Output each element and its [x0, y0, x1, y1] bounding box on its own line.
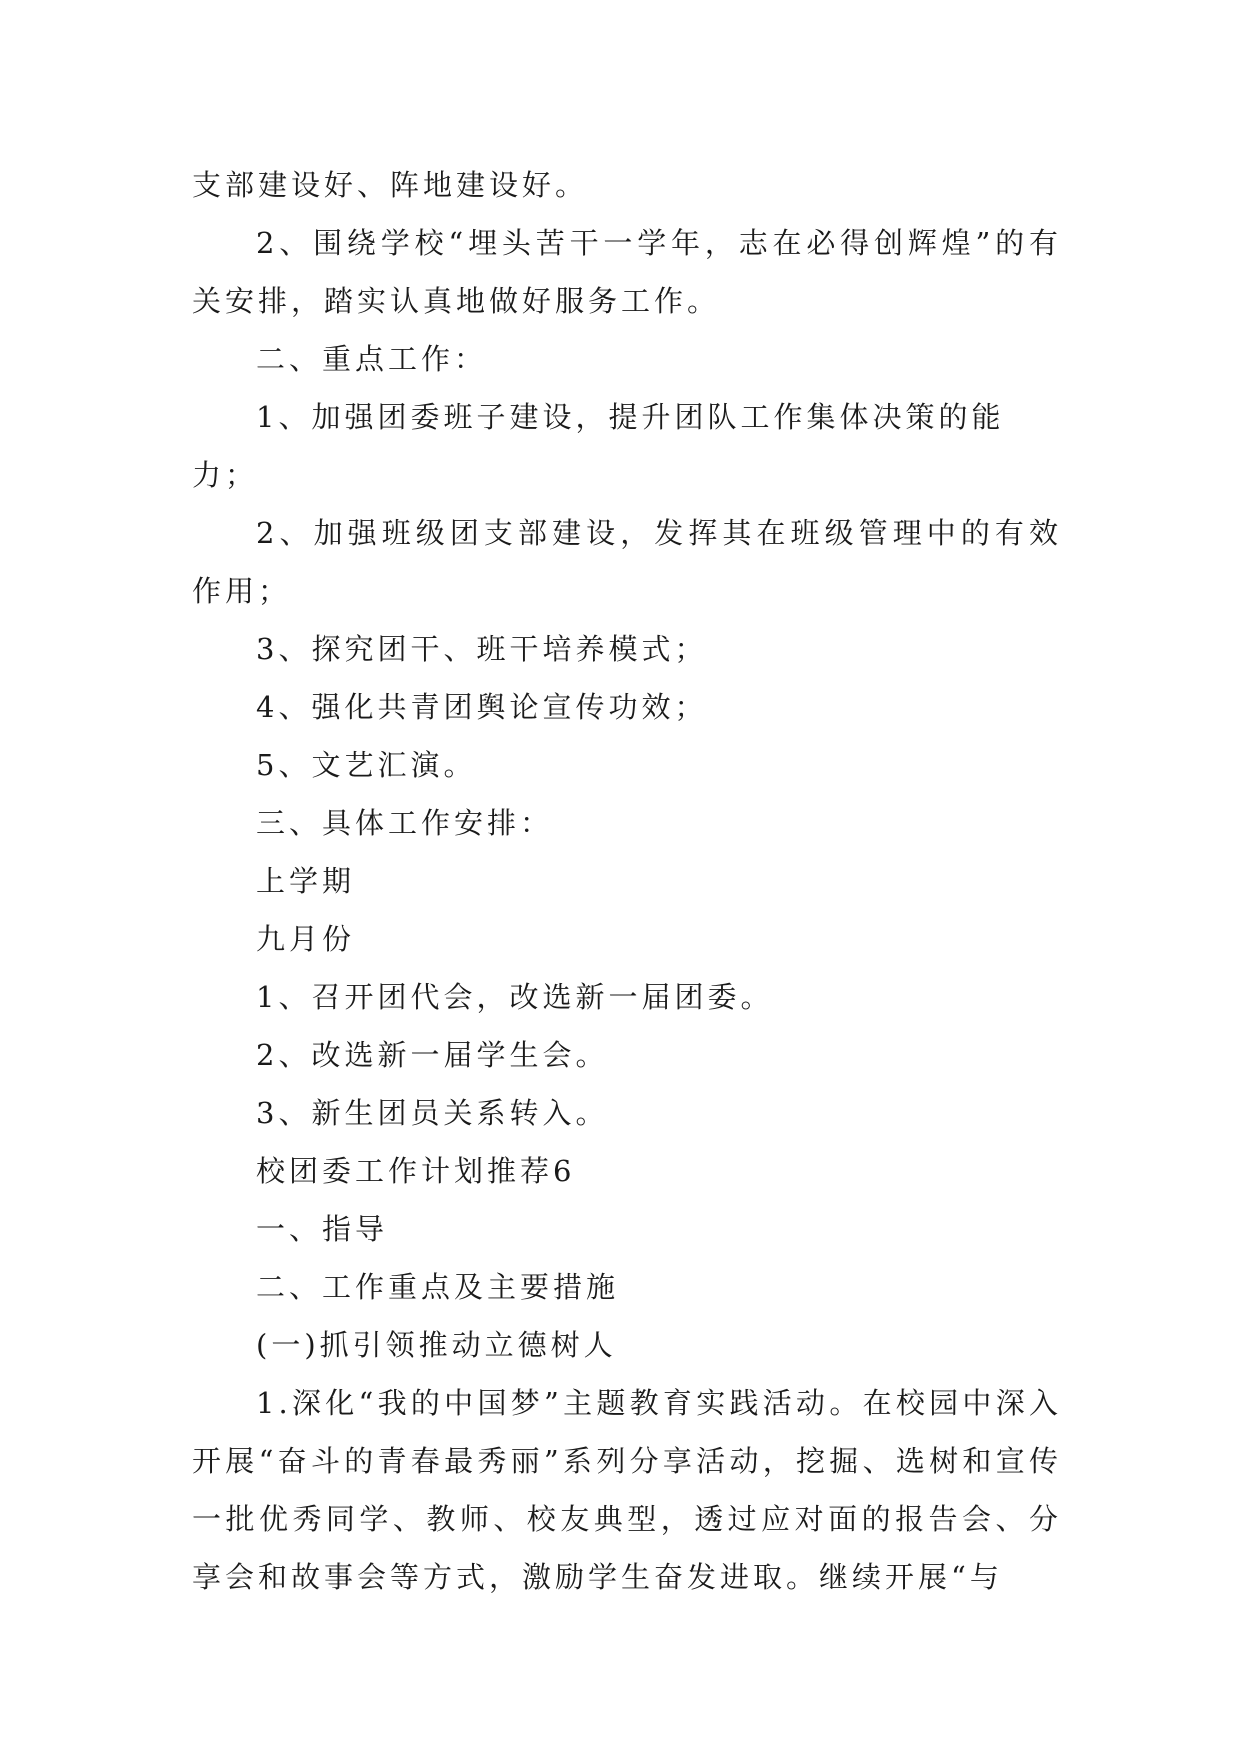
document-body: [192, 156, 1062, 1606]
paragraph: 3、探究团干、班干培养模式；: [256, 632, 708, 666]
document-title: 校团委工作计划推荐6: [256, 1154, 576, 1188]
subsection-heading: (一)抓引领推动立德树人: [256, 1328, 617, 1362]
paragraph: 3、新生团员关系转入。: [256, 1096, 609, 1130]
section-heading: 二、工作重点及主要措施: [256, 1270, 620, 1304]
paragraph: 1、召开团代会，改选新一届团委。: [256, 980, 774, 1014]
paragraph: 2、围绕学校“埋头苦干一学年，志在必得创辉煌”的有关安排，踏实认真地做好服务工作。: [192, 226, 1062, 318]
paragraph: 上学期: [256, 864, 356, 898]
paragraph: 2、改选新一届学生会。: [256, 1038, 609, 1072]
paragraph: 2、加强班级团支部建设，发挥其在班级管理中的有效作用；: [192, 516, 1062, 608]
section-heading: 三、具体工作安排：: [256, 806, 554, 840]
paragraph: 九月份: [256, 922, 356, 956]
section-heading: 一、指导: [256, 1212, 389, 1246]
paragraph: 1、加强团委班子建设，提升团队工作集体决策的能力；: [192, 400, 1005, 492]
paragraph: 5、文艺汇演。: [256, 748, 477, 782]
paragraph: 支部建设好、阵地建设好。: [192, 168, 589, 202]
paragraph: 4、强化共青团舆论宣传功效；: [256, 690, 708, 724]
paragraph: 二、重点工作：: [256, 342, 488, 376]
paragraph: 1.深化“我的中国梦”主题教育实践活动。在校园中深入开展“奋斗的青春最秀丽”系列分享活动，挖掘、选树和宣传一批优秀同学、教师、校友典型，透过应对面的报告会、分享会和故事会等方式，激励学生奋发进取。继续开展“与: [192, 1386, 1062, 1594]
